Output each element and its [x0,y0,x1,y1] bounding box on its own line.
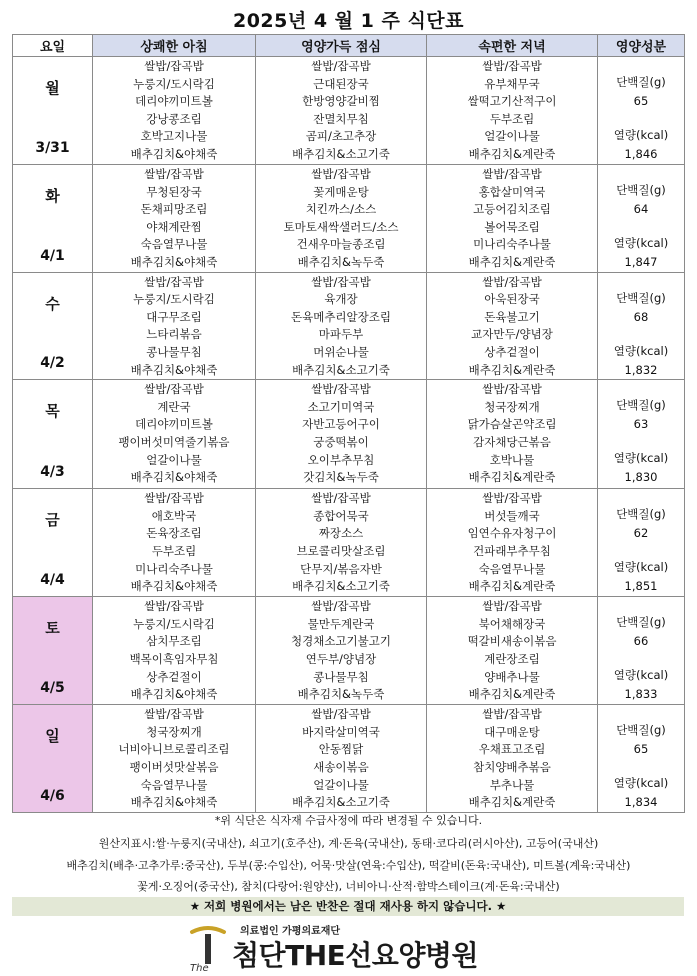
nutrition-cell [598,705,685,813]
menu-item: 배추김치&소고기죽 [292,362,390,377]
dinner-cell [427,380,598,489]
header-lunch: 영양가득 점심 [256,35,427,57]
menu-item: 청국장찌개 [146,724,202,739]
header-dinner: 속편한 저녁 [427,35,598,57]
dinner-cell [427,165,598,273]
menu-item: 누룽지/도시락김 [133,616,215,631]
day-cell [13,597,93,705]
breakfast-cell [93,705,256,813]
header-row [13,35,685,57]
menu-item: 쌀밥/잡곡밥 [482,491,542,506]
menu-item: 궁중떡볶이 [313,434,369,449]
day-row [13,380,685,489]
menu-item: 배추김치&계란죽 [468,362,556,377]
kcal-value: 1,830 [624,470,658,485]
protein-value: 68 [633,309,649,324]
menu-item: 바지락살미역국 [302,724,380,739]
no-reuse-banner: ★ 저희 병원에서는 남은 반찬은 절대 재사용 하지 않습니다. ★ [12,897,684,916]
menu-item: 쌀밥/잡곡밥 [144,274,204,289]
menu-item: 짜장소스 [318,526,364,541]
menu-item: 백목이흑임자무침 [129,651,219,666]
dinner-cell [427,272,598,380]
day-cell [13,489,93,597]
menu-item: 배추김치&녹두죽 [297,687,385,702]
protein-label: 단백질(g) [616,75,666,89]
menu-item: 느타리볶음 [146,327,202,342]
day-date: 4/4 [40,572,65,589]
menu-item: 쌀밥/잡곡밥 [482,274,542,289]
nutrition-cell [598,380,685,489]
protein-value: 63 [633,417,649,432]
menu-item: 물만두계란국 [307,616,375,631]
menu-item: 토마토새싹샐러드/소스 [283,219,399,234]
kcal-label: 열량(kcal) [613,343,669,358]
lunch-cell [256,57,427,165]
day-date: 4/2 [40,355,65,372]
kcal-label: 열량(kcal) [613,776,669,791]
kcal-value: 1,834 [624,795,658,810]
lunch-cell [256,489,427,597]
menu-item: 배추김치&녹두죽 [297,254,385,269]
day-date: 4/5 [40,680,65,697]
day-name: 월 [45,79,60,97]
menu-item: 돈육불고기 [484,309,540,324]
menu-item: 계란국 [157,399,191,414]
menu-item: 쌀밥/잡곡밥 [144,599,204,614]
protein-label: 단백질(g) [616,398,666,413]
header-breakfast: 상쾌한 아침 [93,35,256,57]
menu-item: 누룽지/도시락김 [133,76,215,91]
menu-item: 쌀밥/잡곡밥 [311,599,371,614]
menu-item: 숙음열무나물 [140,237,208,252]
menu-item: 북어채해장국 [478,616,546,631]
protein-label: 단백질(g) [616,723,666,738]
menu-item: 돈채피망조림 [140,202,208,217]
menu-item: 대구매운탕 [484,724,540,739]
menu-item: 쌀밥/잡곡밥 [144,167,204,181]
menu-item: 배추김치&계란죽 [468,687,556,702]
menu-item: 무청된장국 [146,184,202,199]
menu-item: 배추김치&계란죽 [468,254,556,269]
origin-line-2: 배추김치(배추·고추가루:중국산), 두부(콩:수입산), 어묵·맛살(연육:수입산), 떡갈비(돈육:국내산), 미트볼(계육:국내산) [66,859,631,872]
dinner-cell [427,57,598,165]
protein-value: 65 [633,742,649,757]
menu-item: 아욱된장국 [484,292,540,307]
nutrition-cell [598,57,685,165]
menu-item: 삼치무조림 [146,634,202,649]
breakfast-cell [93,272,256,380]
menu-item: 배추김치&소고기죽 [292,579,390,594]
kcal-value: 1,847 [624,255,658,269]
menu-item: 버섯들깨국 [484,508,540,523]
menu-item: 갓김치&녹두죽 [303,470,379,485]
menu-item: 대구무조림 [146,309,202,324]
menu-item: 호박나물 [489,452,535,467]
header-nutrition: 영양성분 [598,35,685,57]
menu-item: 교자만두/양념장 [471,327,553,342]
menu-item: 애호박국 [151,508,197,523]
menu-item: 계란장조림 [484,651,540,666]
menu-item: 숙음열무나물 [140,777,208,792]
menu-item: 한방영양갈비찜 [302,94,380,109]
menu-item: 단무지/볶음자반 [300,561,382,576]
menu-item: 숙음열무나물 [478,561,546,576]
menu-item: 배추김치&야채죽 [130,579,218,594]
menu-item: 치킨까스/소스 [305,202,377,217]
menu-item: 건파래부추무침 [473,543,551,558]
menu-item: 쌀밥/잡곡밥 [311,382,371,397]
origin-line-3: 꽃게·오징어(중국산), 참치(다랑어:원양산), 너비아니·산적·함박스테이크(계·돈육:국내산) [137,880,560,893]
hospital-logo [188,920,518,974]
day-cell [13,165,93,273]
protein-value: 65 [633,94,649,108]
menu-item: 미나리숙주나물 [473,237,551,252]
menu-item: 종합어묵국 [313,508,369,523]
menu-item: 곰피/초고추장 [305,129,377,144]
day-cell [13,272,93,380]
lunch-cell [256,380,427,489]
day-cell [13,705,93,813]
breakfast-cell [93,165,256,273]
header-day: 요일 [13,35,93,57]
nutrition-cell [598,272,685,380]
menu-item: 배추김치&계란죽 [468,146,556,161]
menu-item: 유부채무국 [484,76,540,91]
menu-item: 팽이버섯미역줄기볶음 [118,434,230,449]
menu-item: 부추나물 [489,777,535,792]
nutrition-cell [598,489,685,597]
origin-line-1: 원산지표시:쌀·누룽지(국내산), 쇠고기(호주산), 계·돈육(국내산), 동태·코다리(러시아산), 고등어(국내산) [98,837,599,850]
kcal-value: 1,846 [624,147,658,161]
lunch-cell [256,272,427,380]
hospital-foundation-name: 의료법인 가평의료재단 [240,926,341,937]
breakfast-cell [93,489,256,597]
menu-item: 돈육장조림 [146,526,202,541]
menu-item: 팽이버섯맛살볶음 [129,759,219,774]
menu-item: 쌀밥/잡곡밥 [482,707,542,722]
menu-item: 쌀밥/잡곡밥 [144,491,204,506]
menu-item: 돈육메추리알장조림 [291,309,391,324]
menu-item: 배추김치&야채죽 [130,254,218,269]
menu-item: 배추김치&계란죽 [468,795,556,810]
day-name: 일 [45,727,60,746]
day-row [13,597,685,705]
day-row [13,57,685,165]
menu-item: 배추김치&야채죽 [130,470,218,485]
protein-value: 62 [633,526,649,541]
kcal-value: 1,833 [624,687,658,702]
menu-item: 배추김치&야채죽 [130,687,218,702]
day-date: 3/31 [35,140,70,156]
menu-item: 쌀밥/잡곡밥 [144,382,204,397]
menu-item: 자반고등어구이 [302,417,380,432]
menu-item: 상추겉절이 [146,669,202,684]
menu-item: 얼갈이나물 [313,777,369,792]
page-title: 2025년 4 월 1 주 식단표 [232,10,465,32]
menu-item: 데리야끼미트볼 [135,417,213,432]
menu-item: 건새우마늘종조림 [296,237,386,252]
menu-item: 쌀떡고기산적구이 [467,94,557,109]
menu-item: 호박고지나물 [140,129,208,144]
menu-item: 미나리숙주나물 [135,561,213,576]
menu-item: 오이부추무침 [307,452,375,467]
day-row [13,272,685,380]
menu-item: 얼갈이나물 [484,129,540,144]
menu-item: 홍합살미역국 [478,184,546,199]
kcal-label: 열량(kcal) [613,236,669,250]
kcal-label: 열량(kcal) [613,668,669,683]
menu-item: 얼갈이나물 [146,452,202,467]
day-name: 금 [45,511,60,530]
menu-item: 닭가슴살곤약조림 [467,417,557,432]
menu-item: 참치양배추볶음 [473,759,551,774]
kcal-value: 1,851 [624,579,658,594]
dinner-cell [427,597,598,705]
menu-item: 청경채소고기불고기 [291,634,391,649]
kcal-label: 열량(kcal) [613,128,669,142]
menu-item: 데리야끼미트볼 [135,94,213,109]
breakfast-cell [93,597,256,705]
menu-item: 배추김치&계란죽 [468,470,556,485]
protein-value: 66 [633,634,649,649]
menu-item: 쌀밥/잡곡밥 [482,599,542,614]
menu-item: 근대된장국 [313,76,369,91]
dinner-cell [427,489,598,597]
nutrition-cell [598,597,685,705]
menu-item: 쌀밥/잡곡밥 [311,707,371,722]
menu-item: 배추김치&소고기죽 [292,795,390,810]
menu-item: 브로콜리맛살조림 [296,543,386,558]
menu-item: 쌀밥/잡곡밥 [482,59,542,73]
day-date: 4/6 [40,787,65,804]
menu-item: 떡갈비새송이볶음 [467,634,557,649]
menu-item: 콩나물무침 [313,669,369,684]
menu-item: 쌀밥/잡곡밥 [311,491,371,506]
menu-item: 쌀밥/잡곡밥 [482,167,542,181]
protein-label: 단백질(g) [616,507,666,522]
menu-item: 볼어묵조림 [484,219,540,234]
menu-item: 우채표고조림 [478,742,546,757]
breakfast-cell [93,380,256,489]
menu-item: 육개장 [324,292,358,307]
day-date: 4/1 [40,247,65,264]
day-name: 토 [45,619,60,638]
protein-label: 단백질(g) [616,290,666,305]
menu-item: 강낭콩조림 [146,111,202,126]
menu-item: 마파두부 [318,327,364,342]
day-cell [13,380,93,489]
breakfast-cell [93,57,256,165]
kcal-label: 열량(kcal) [613,560,669,575]
menu-item: 고등어김치조림 [473,202,551,217]
menu-item: 잔멸치무침 [313,111,369,126]
menu-item: 너비아니브로콜리조림 [118,742,230,757]
protein-label: 단백질(g) [616,615,666,630]
day-cell [13,57,93,165]
day-name: 목 [45,402,60,421]
menu-item: 누룽지/도시락김 [133,292,215,307]
menu-change-note: *위 식단은 식자재 수급사정에 따라 변경될 수 있습니다. [214,814,483,827]
menu-item: 상추겉절이 [484,344,540,359]
menu-item: 배추김치&야채죽 [130,795,218,810]
day-row [13,705,685,813]
menu-item: 안동찜닭 [318,742,364,757]
menu-item: 청국장찌개 [484,399,540,414]
menu-item: 배추김치&계란죽 [468,579,556,594]
menu-item: 임연수유자청구이 [467,526,557,541]
day-row [13,165,685,273]
nutrition-cell [598,165,685,273]
menu-item: 감자채당근볶음 [473,434,551,449]
lunch-cell [256,165,427,273]
menu-item: 배추김치&야채죽 [130,362,218,377]
menu-item: 소고기미역국 [307,399,375,414]
svg-text:The: The [190,963,209,972]
menu-item: 배추김치&야채죽 [130,146,218,161]
menu-table [12,34,685,813]
day-name: 수 [45,294,60,313]
menu-item: 연두부/양념장 [305,651,377,666]
menu-item: 두부조림 [489,111,535,126]
menu-item: 쌀밥/잡곡밥 [311,167,371,181]
menu-item: 쌀밥/잡곡밥 [311,59,371,73]
menu-item: 새송이볶음 [313,759,369,774]
menu-item: 배추김치&소고기죽 [292,146,390,161]
menu-item: 머위순나물 [313,344,369,359]
menu-item: 두부조림 [151,543,197,558]
hospital-name: 첨단THE선요양병원 [232,939,478,972]
day-row [13,489,685,597]
protein-value: 64 [633,202,649,216]
lunch-cell [256,705,427,813]
dinner-cell [427,705,598,813]
kcal-value: 1,832 [624,362,658,377]
hospital-logo-icon [188,922,228,972]
menu-item: 쌀밥/잡곡밥 [311,274,371,289]
menu-item: 쌀밥/잡곡밥 [144,707,204,722]
menu-item: 쌀밥/잡곡밥 [482,382,542,397]
menu-item: 쌀밥/잡곡밥 [144,59,204,73]
menu-item: 야채계란찜 [146,219,202,234]
menu-item: 콩나물무침 [146,344,202,359]
kcal-label: 열량(kcal) [613,451,669,466]
menu-item: 양배추나물 [484,669,540,684]
protein-label: 단백질(g) [616,183,666,197]
day-date: 4/3 [40,464,65,481]
day-name: 화 [45,187,60,205]
lunch-cell [256,597,427,705]
menu-item: 꽃게매운탕 [313,184,369,199]
